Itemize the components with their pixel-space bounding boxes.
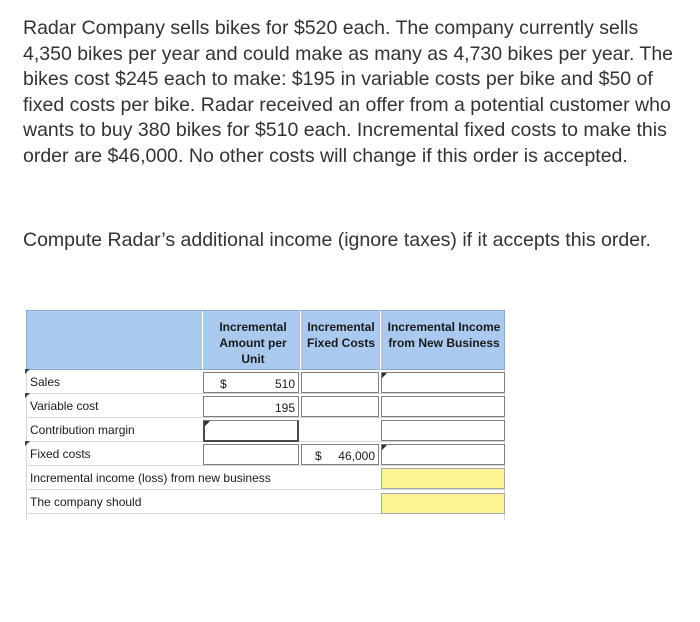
table-row-fixed-costs <box>26 442 505 466</box>
table-row-company-should <box>26 490 505 514</box>
sales-income-input[interactable] <box>381 372 505 393</box>
sales-fixed-costs-input[interactable] <box>301 372 379 393</box>
fixed-costs-fixed-costs-input[interactable] <box>301 444 379 465</box>
incremental-income-input[interactable] <box>381 468 505 489</box>
income-table <box>26 310 505 520</box>
cell-marker-icon <box>205 421 210 426</box>
currency-symbol: $ <box>315 449 322 463</box>
table-row-contribution-margin <box>26 418 505 442</box>
header-incremental-fixed-costs: Incremental Fixed Costs <box>306 320 375 350</box>
table-row-incremental-income <box>26 466 505 490</box>
row-label-variable-cost: Variable cost <box>30 399 99 413</box>
table-row-sales <box>26 370 505 394</box>
cell-marker-icon <box>382 373 387 378</box>
variable-cost-amount-per-unit-input[interactable] <box>203 396 299 417</box>
table-row-variable-cost <box>26 394 505 418</box>
variable-cost-amount-value: 195 <box>274 401 295 415</box>
row-marker-icon <box>25 369 30 374</box>
row-label-company-should: The company should <box>30 495 142 509</box>
variable-cost-fixed-costs-input[interactable] <box>301 396 379 417</box>
row-label-sales: Sales <box>30 375 61 389</box>
problem-statement: Radar Company sells bikes for $520 each. The company currently sells 4,350 bikes per year and could make as many as 4,730 bikes per year. The bikes cost $245 each to make: $195 in variable costs per bike and $50 of fixed costs per bike. Radar received an offer from a potential customer who wants to buy 380 bikes for $510 each. Incremental fixed costs to make this order are $46,000. No other costs will change if this order is accepted. <box>23 17 674 167</box>
contribution-margin-income-input[interactable] <box>381 420 505 441</box>
header-incremental-income: Incremental Income from New Business <box>387 320 501 350</box>
fixed-costs-amount-per-unit-input[interactable] <box>203 444 299 465</box>
table-header <box>26 310 505 370</box>
row-label-fixed-costs: Fixed costs <box>30 447 91 461</box>
company-should-select[interactable] <box>381 493 505 514</box>
row-label-contribution-margin: Contribution margin <box>30 423 135 437</box>
header-incremental-amount-per-unit: Incremental Amount per Unit <box>219 320 287 366</box>
sales-amount-per-unit-input[interactable] <box>203 372 299 393</box>
variable-cost-income-input[interactable] <box>381 396 505 417</box>
contribution-margin-amount-input[interactable] <box>203 420 299 442</box>
row-marker-icon <box>25 393 30 398</box>
fixed-costs-amount-value: 46,000 <box>338 449 375 463</box>
row-marker-icon <box>25 441 30 446</box>
fixed-costs-income-input[interactable] <box>381 444 505 465</box>
currency-symbol: $ <box>220 377 227 391</box>
sales-amount-value: 510 <box>274 377 295 391</box>
question-text: Compute Radar’s additional income (ignore taxes) if it accepts this order. <box>23 229 651 251</box>
cell-marker-icon <box>382 445 387 450</box>
row-label-incremental-income: Incremental income (loss) from new business <box>30 471 271 485</box>
